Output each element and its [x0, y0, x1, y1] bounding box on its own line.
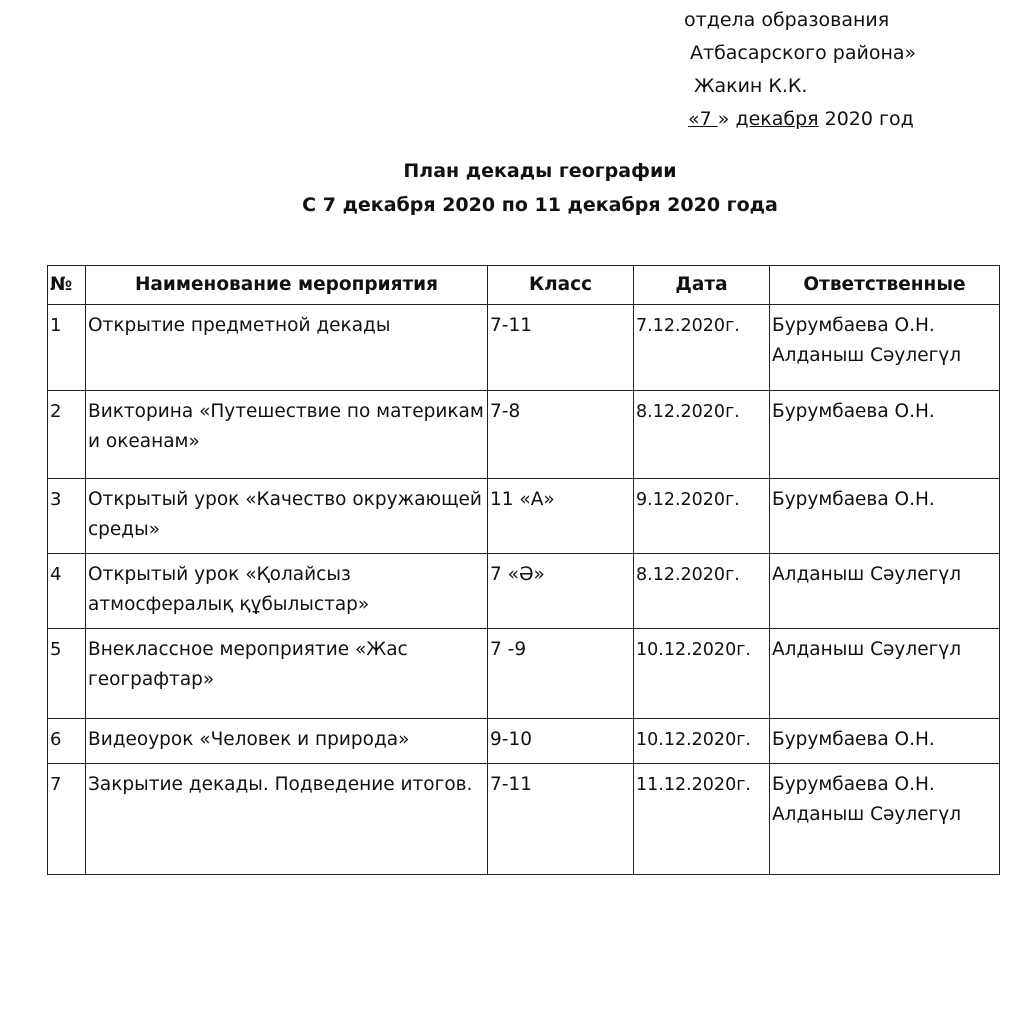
- cell-class: 7-11: [488, 305, 634, 391]
- cell-date: 8.12.2020г.: [634, 391, 770, 479]
- cell-class: 11 «А»: [488, 479, 634, 554]
- document-title: План декады географии: [403, 160, 677, 182]
- document-subtitle: С 7 декабря 2020 по 11 декабря 2020 года: [302, 194, 778, 216]
- cell-event: Открытый урок «Қолайсыз атмосфералық құбылыстар»: [86, 554, 488, 629]
- table-header-row: [48, 266, 1000, 305]
- cell-responsible: Бурумбаева О.Н. Алданыш Сәулегүл: [770, 305, 1000, 391]
- cell-date: 10.12.2020г.: [634, 629, 770, 719]
- cell-responsible: Бурумбаева О.Н. Алданыш Сәулегүл: [770, 764, 1000, 875]
- cell-class: 9-10: [488, 719, 634, 764]
- cell-responsible: Бурумбаева О.Н.: [770, 479, 1000, 554]
- table-row: [48, 554, 1000, 629]
- approval-date-year: 2020 год: [818, 108, 914, 130]
- approval-block: [680, 4, 916, 136]
- cell-event: Викторина «Путешествие по материкам и океанам»: [86, 391, 488, 479]
- cell-num: 1: [48, 305, 86, 391]
- cell-num: 6: [48, 719, 86, 764]
- cell-num: 7: [48, 764, 86, 875]
- cell-date: 11.12.2020г.: [634, 764, 770, 875]
- cell-date: 8.12.2020г.: [634, 554, 770, 629]
- header-class: Класс: [488, 266, 634, 305]
- header-num: №: [48, 266, 86, 305]
- cell-event: Закрытие декады. Подведение итогов.: [86, 764, 488, 875]
- cell-num: 3: [48, 479, 86, 554]
- table-row: [48, 479, 1000, 554]
- table-row: [48, 629, 1000, 719]
- table-row: [48, 719, 1000, 764]
- approval-date-day: «7: [688, 108, 718, 130]
- event-plan-table: [47, 265, 1000, 875]
- cell-date: 10.12.2020г.: [634, 719, 770, 764]
- cell-responsible: Алданыш Сәулегүл: [770, 554, 1000, 629]
- header-date: Дата: [634, 266, 770, 305]
- cell-responsible: Бурумбаева О.Н.: [770, 391, 1000, 479]
- cell-class: 7 -9: [488, 629, 634, 719]
- table-row: [48, 764, 1000, 875]
- table-row: [48, 391, 1000, 479]
- approval-line-department: отдела образования: [684, 9, 890, 31]
- approval-line-district: Атбасарского района»: [690, 42, 917, 64]
- cell-class: 7 «Ә»: [488, 554, 634, 629]
- cell-num: 2: [48, 391, 86, 479]
- cell-responsible: Алданыш Сәулегүл: [770, 629, 1000, 719]
- cell-event: Открытие предметной декады: [86, 305, 488, 391]
- cell-date: 9.12.2020г.: [634, 479, 770, 554]
- cell-class: 7-8: [488, 391, 634, 479]
- table-row: [48, 305, 1000, 391]
- approval-date: [680, 103, 916, 136]
- cell-event: Внеклассное мероприятие «Жас географтар»: [86, 629, 488, 719]
- cell-date: 7.12.2020г.: [634, 305, 770, 391]
- approval-date-quote: »: [717, 108, 736, 130]
- approval-line-signatory: Жакин К.К.: [694, 75, 808, 97]
- cell-event: Открытый урок «Качество окружающей среды»: [86, 479, 488, 554]
- cell-class: 7-11: [488, 764, 634, 875]
- cell-num: 4: [48, 554, 86, 629]
- cell-responsible: Бурумбаева О.Н.: [770, 719, 1000, 764]
- approval-date-month: декабря: [735, 108, 819, 130]
- cell-event: Видеоурок «Человек и природа»: [86, 719, 488, 764]
- header-responsible: Ответственные: [770, 266, 1000, 305]
- header-event: Наименование мероприятия: [86, 266, 488, 305]
- cell-num: 5: [48, 629, 86, 719]
